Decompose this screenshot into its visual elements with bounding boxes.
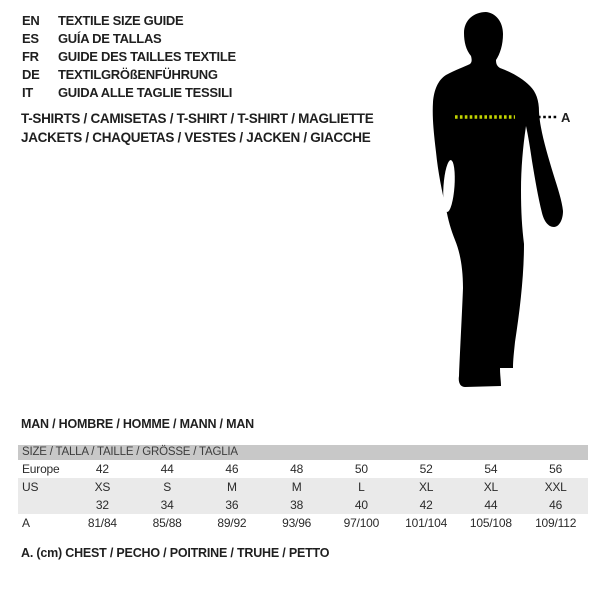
size-cell: 97/100 bbox=[343, 516, 380, 530]
language-code: FR bbox=[22, 48, 39, 64]
man-silhouette-svg bbox=[408, 0, 583, 400]
language-code: EN bbox=[22, 12, 40, 28]
language-list bbox=[22, 11, 236, 102]
size-cell: 34 bbox=[160, 498, 174, 512]
size-cell: 44 bbox=[160, 462, 174, 476]
size-cell: 38 bbox=[290, 498, 304, 512]
size-cell: M bbox=[291, 480, 302, 494]
size-cell: 36 bbox=[225, 498, 239, 512]
language-row bbox=[22, 11, 236, 29]
size-table bbox=[18, 445, 588, 532]
language-label: GUIDA ALLE TAGLIE TESSILI bbox=[58, 85, 233, 101]
size-cell: XS bbox=[94, 480, 111, 494]
language-label: GUÍA DE TALLAS bbox=[58, 30, 162, 46]
size-cell: 42 bbox=[419, 498, 433, 512]
size-cell: 42 bbox=[95, 462, 109, 476]
category-block bbox=[21, 109, 373, 147]
size-table-header: SIZE / TALLA / TAILLE / GRÖSSE / TAGLIA bbox=[18, 445, 588, 460]
size-cell: 89/92 bbox=[217, 516, 247, 530]
size-cell: 105/108 bbox=[469, 516, 512, 530]
size-table-row-a bbox=[18, 514, 588, 532]
language-row bbox=[22, 29, 236, 47]
size-cell: 81/84 bbox=[87, 516, 117, 530]
size-cell: 93/96 bbox=[282, 516, 312, 530]
language-row bbox=[22, 47, 236, 65]
language-code: ES bbox=[22, 30, 39, 46]
size-cell: 40 bbox=[354, 498, 368, 512]
measure-label-a: A bbox=[561, 110, 571, 125]
category-line-tshirts: T-SHIRTS / CAMISETAS / T-SHIRT / T-SHIRT / MAGLIETTE bbox=[21, 111, 374, 126]
row-label: A bbox=[22, 516, 30, 530]
size-cell: 54 bbox=[484, 462, 498, 476]
category-line-jackets: JACKETS / CHAQUETAS / VESTES / JACKEN / GIACCHE bbox=[21, 130, 371, 145]
section-title-man: MAN / HOMBRE / HOMME / MANN / MAN bbox=[21, 417, 254, 431]
size-table-row-europe bbox=[18, 460, 588, 478]
size-table-row-us bbox=[18, 478, 588, 496]
size-cell: L bbox=[358, 480, 365, 494]
row-label: US bbox=[22, 480, 39, 494]
size-cell: 46 bbox=[549, 498, 563, 512]
size-cell: 109/112 bbox=[535, 516, 577, 530]
size-cell: 46 bbox=[225, 462, 239, 476]
size-cell: S bbox=[163, 480, 172, 494]
size-cell: 56 bbox=[549, 462, 563, 476]
language-label: TEXTILE SIZE GUIDE bbox=[58, 12, 184, 28]
row-label: Europe bbox=[22, 462, 60, 476]
man-figure bbox=[408, 0, 583, 400]
size-cell: 48 bbox=[290, 462, 304, 476]
language-label: GUIDE DES TAILLES TEXTILE bbox=[58, 48, 236, 64]
size-cell: 50 bbox=[354, 462, 368, 476]
size-cell: 52 bbox=[419, 462, 433, 476]
size-cell: XL bbox=[418, 480, 434, 494]
size-cell: 101/104 bbox=[405, 516, 448, 530]
size-cell: XL bbox=[483, 480, 499, 494]
language-row bbox=[22, 66, 236, 84]
language-code: IT bbox=[22, 85, 33, 101]
language-row bbox=[22, 84, 236, 102]
size-cell: 32 bbox=[95, 498, 109, 512]
size-cell: 44 bbox=[484, 498, 498, 512]
measurement-footnote: A. (cm) CHEST / PECHO / POITRINE / TRUHE / PETTO bbox=[21, 546, 330, 560]
size-cell: M bbox=[226, 480, 237, 494]
size-table-row-alt bbox=[18, 496, 588, 514]
language-label: TEXTILGRÖßENFÜHRUNG bbox=[58, 67, 218, 83]
size-cell: 85/88 bbox=[152, 516, 182, 530]
language-code: DE bbox=[22, 67, 40, 83]
row-label bbox=[18, 496, 70, 514]
size-cell: XXL bbox=[544, 480, 567, 494]
